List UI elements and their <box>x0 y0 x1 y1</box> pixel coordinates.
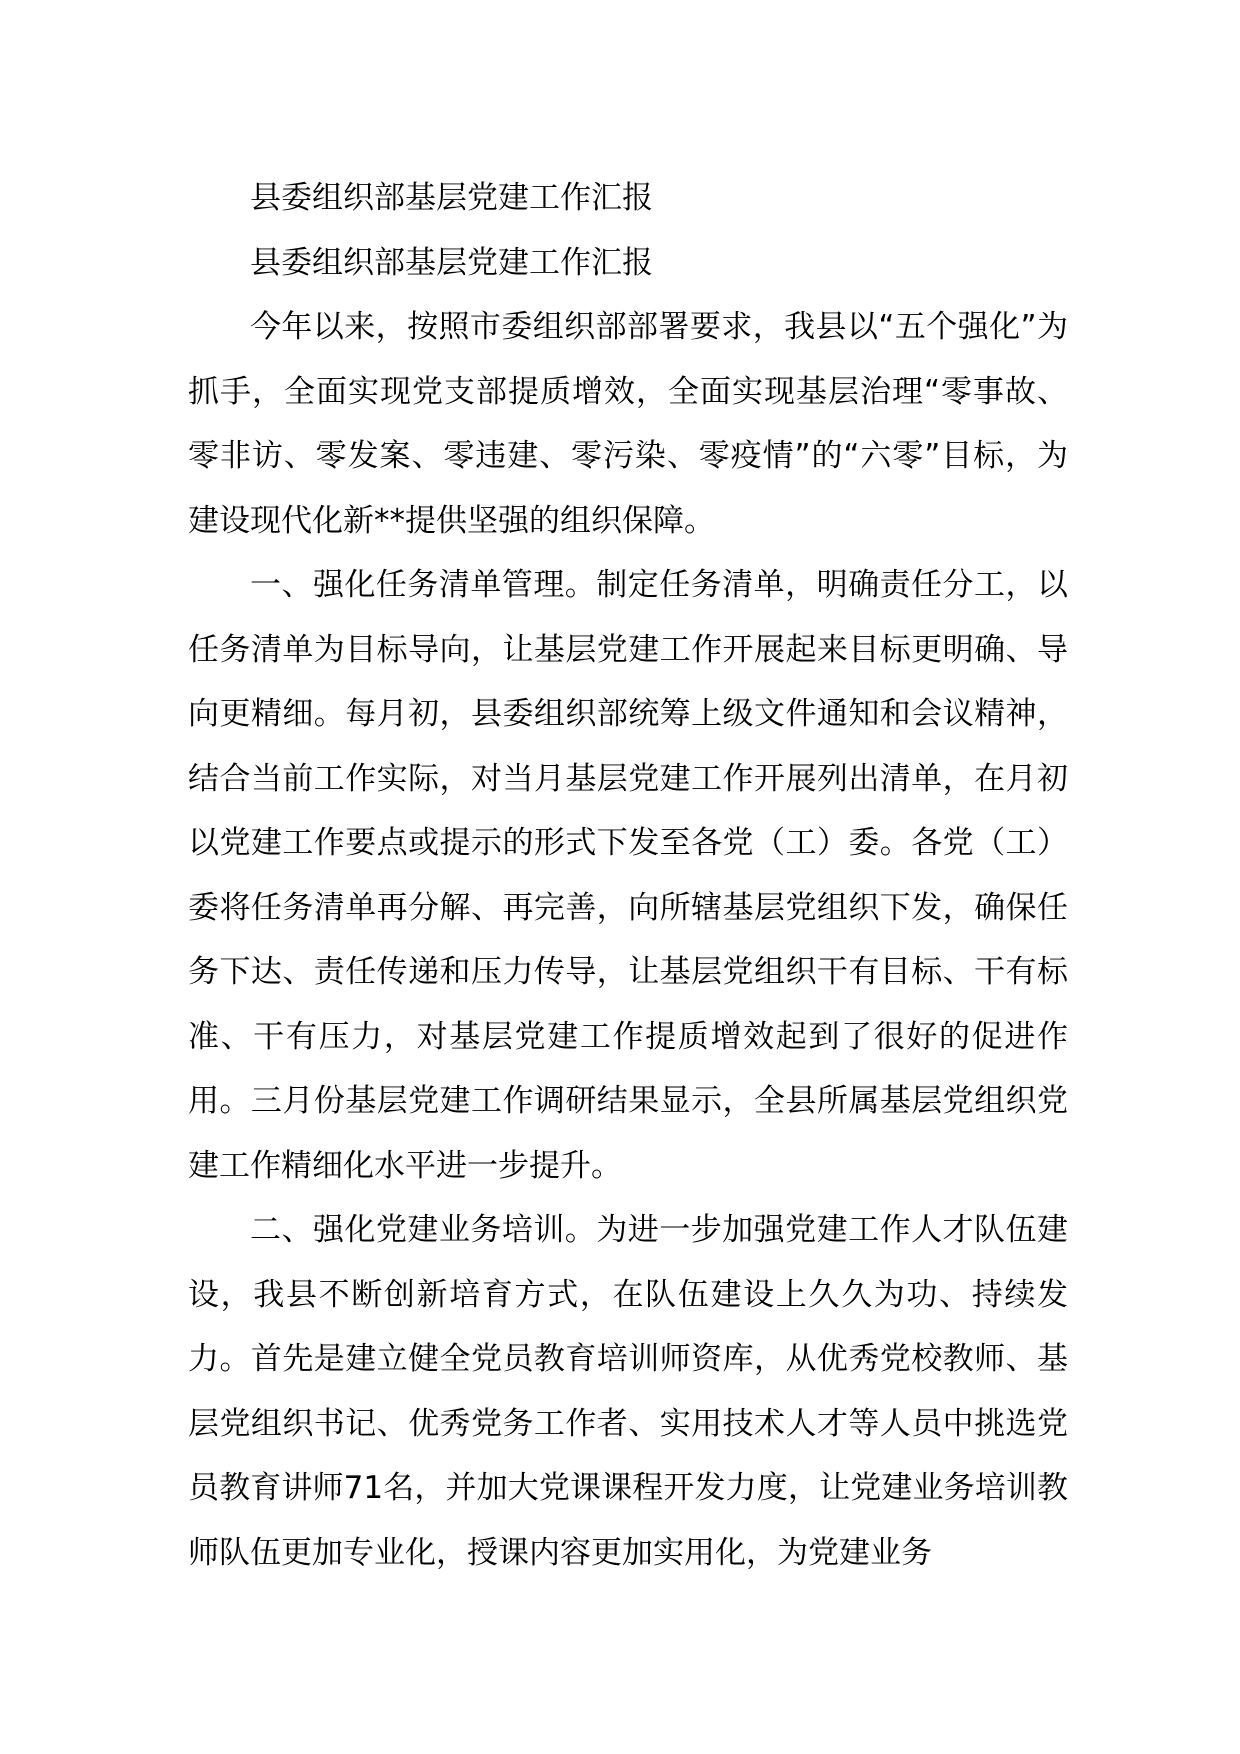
document-body <box>188 166 1068 1585</box>
document-subtitle: 县委组织部基层党建工作汇报 <box>250 244 653 281</box>
intro-paragraph: 今年以来，按照市委组织部部署要求，我县以“五个强化”为抓手，全面实现党支部提质增效，全面实现基层治理“零事故、零非访、零发案、零违建、零污染、零疫情”的“六零”目标，为建设现代化新**提供坚强的组织保障。 <box>188 309 1068 539</box>
section-2-paragraph: 二、强化党建业务培训。为进一步加强党建工作人才队伍建设，我县不断创新培育方式，在队伍建设上久久为功、持续发力。首先是建立健全党员教育培训师资库，从优秀党校教师、基层党组织书记、优秀党务工作者、实用技术人才等人员中挑选党员教育讲师71名，并加大党课课程开发力度，让党建业务培训教师队伍更加专业化，授课内容更加实用化，为党建业务 <box>188 1212 1068 1571</box>
section-1-paragraph: 一、强化任务清单管理。制定任务清单，明确责任分工，以任务清单为目标导向，让基层党建工作开展起来目标更明确、导向更精细。每月初，县委组织部统筹上级文件通知和会议精神，结合当前工作实际，对当月基层党建工作开展列出清单，在月初以党建工作要点或提示的形式下发至各党（工）委。各党（工）委将任务清单再分解、再完善，向所辖基层党组织下发，确保任务下达、责任传递和压力传导，让基层党组织干有目标、干有标准、干有压力，对基层党建工作提质增效起到了很好的促进作用。三月份基层党建工作调研结果显示，全县所属基层党组织党建工作精细化水平进一步提升。 <box>188 567 1068 1184</box>
document-title: 县委组织部基层党建工作汇报 <box>250 180 653 216</box>
